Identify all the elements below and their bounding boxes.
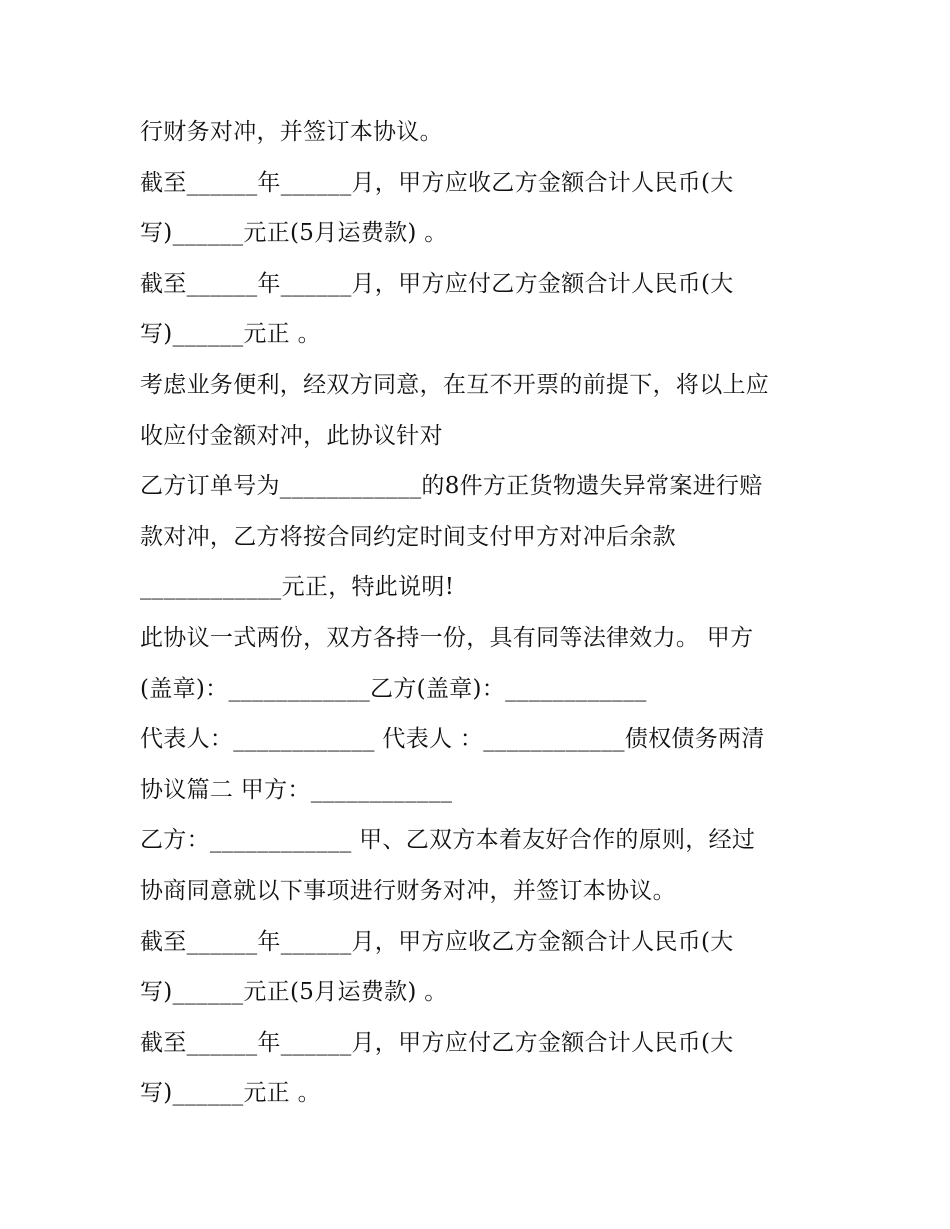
document-body: [140, 107, 840, 1119]
document-line: 考虑业务便利，经双方同意，在互不开票的前提下，将以上应: [140, 371, 770, 398]
document-line: 写)______元正(5月运费款) 。: [140, 220, 448, 247]
document-line: 款对冲，乙方将按合同约定时间支付甲方对冲后余款: [140, 523, 676, 550]
document-line: 截至______年______月，甲方应付乙方金额合计人民币(大: [140, 1029, 734, 1056]
document-line: 收应付金额对冲，此协议针对: [140, 422, 443, 449]
document-line: 截至______年______月，甲方应付乙方金额合计人民币(大: [140, 270, 734, 297]
document-line: ____________元正，特此说明!: [140, 574, 455, 601]
document-line: 写)______元正 。: [140, 1080, 321, 1107]
document-line: 行财务对冲，并签订本协议。: [140, 119, 443, 145]
document-line: 代表人：____________ 代表人 ：____________债权债务两清: [140, 726, 765, 753]
document-line: 截至______年______月，甲方应收乙方金额合计人民币(大: [140, 928, 734, 955]
document-line: 乙方：____________ 甲、乙双方本着友好合作的原则，经过: [140, 827, 756, 854]
document-line: 写)______元正 。: [140, 321, 321, 348]
document-line: (盖章)：____________乙方(盖章)：____________: [140, 675, 647, 702]
document-line: 乙方订单号为____________的8件方正货物遗失异常案进行赔: [140, 473, 763, 500]
document-line: 截至______年______月，甲方应收乙方金额合计人民币(大: [140, 169, 734, 196]
document-line: 写)______元正(5月运费款) 。: [140, 979, 448, 1006]
document-line: 协商同意就以下事项进行财务对冲，并签订本协议。: [140, 877, 676, 904]
document-line: 协议篇二 甲方：____________: [140, 776, 453, 803]
document-line: 此协议一式两份，双方各持一份，具有同等法律效力。 甲方: [140, 624, 754, 651]
